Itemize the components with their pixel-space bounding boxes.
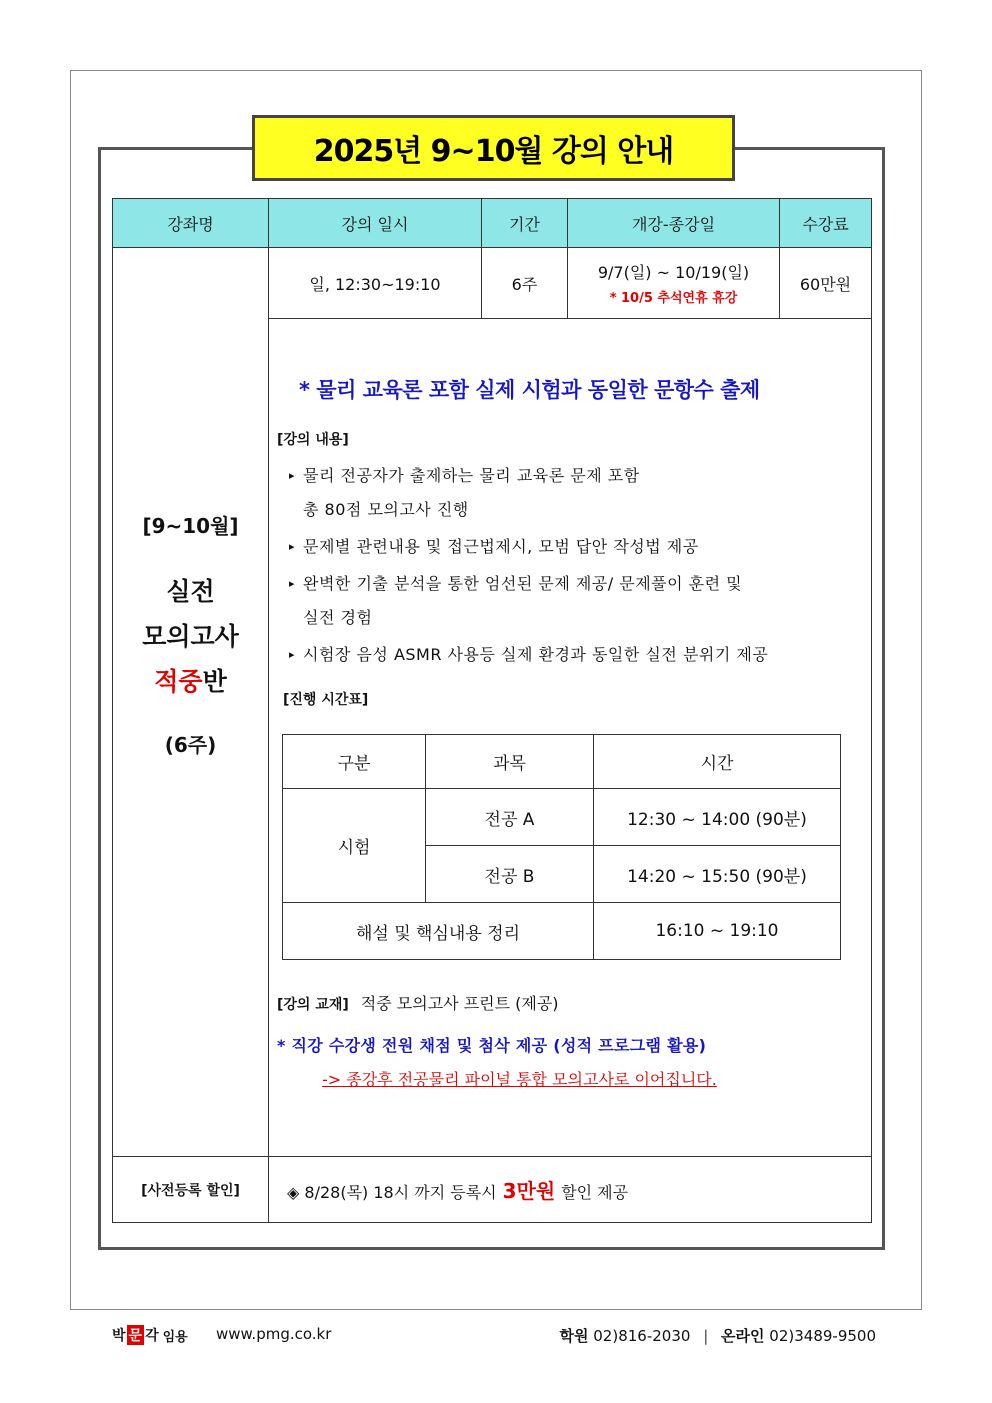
course-label-line3 (113, 659, 268, 704)
academy-label: 학원 (559, 1327, 589, 1345)
content-bullet-list (287, 459, 877, 672)
material-text: 적중 모의고사 프린트 (제공) (360, 994, 559, 1013)
course-table-header (113, 199, 872, 248)
page-title: 2025년 9~10월 강의 안내 (313, 134, 674, 169)
discount-amount: 3만원 (502, 1179, 556, 1203)
schedule-time: 14:20 ~ 15:50 (90분) (594, 846, 841, 903)
course-label-suffix: 반 (202, 667, 227, 696)
header-schedule: 강의 일시 (269, 199, 482, 248)
final-exam-note: -> 종강후 전공물리 파이널 통합 모의고사로 이어집니다. (322, 1070, 717, 1089)
list-item: ▸ 물리 전공자가 출제하는 물리 교육론 문제 포함 총 80점 모의고사 진행 (287, 459, 877, 527)
course-fee: 60만원 (780, 248, 872, 319)
footer-divider: | (703, 1327, 709, 1345)
course-period-note: * 10/5 추석연휴 휴강 (609, 291, 738, 306)
triangle-bullet-icon: ▸ (289, 577, 296, 590)
academy-phone: 02)816-2030 (593, 1327, 691, 1345)
triangle-bullet-icon: ▸ (289, 540, 296, 553)
course-label-line2: 모의고사 (142, 622, 239, 651)
schedule-header-row (283, 735, 841, 789)
online-label: 온라인 (721, 1327, 765, 1345)
footer (0, 1325, 992, 1349)
course-label-line1: 실전 (166, 577, 215, 606)
header-period: 개강-종강일 (568, 199, 780, 248)
schedule-exam-label: 시험 (283, 789, 426, 903)
course-table (112, 198, 872, 1223)
course-info-row (113, 248, 872, 319)
course-content-cell (269, 319, 872, 1157)
course-schedule: 일, 12:30~19:10 (269, 248, 482, 319)
header-duration: 기간 (482, 199, 568, 248)
triangle-bullet-icon: ▸ (289, 648, 296, 661)
course-duration: 6주 (482, 248, 568, 319)
schedule-header-category: 구분 (283, 735, 426, 789)
course-label-red: 적중 (154, 667, 203, 696)
schedule-header-time: 시간 (594, 735, 841, 789)
website-link[interactable]: www.pmg.co.kr (216, 1325, 332, 1343)
discount-row (113, 1157, 872, 1223)
schedule-review-label: 해설 및 핵심내용 정리 (283, 903, 594, 960)
table-row (283, 903, 841, 960)
list-item: ▸ 완벽한 기출 분석을 통한 엄선된 문제 제공/ 문제풀이 훈련 및 실전 경험 (287, 567, 877, 635)
highlight-text: * 물리 교육론 포함 실제 시험과 동일한 문항수 출제 (299, 378, 760, 402)
course-period-cell (568, 248, 780, 319)
material-label: [강의 교재] (277, 997, 349, 1013)
schedule-header-subject: 과목 (426, 735, 594, 789)
triangle-bullet-icon: ▸ (289, 469, 296, 482)
section-content-title: [강의 내용] (277, 432, 349, 448)
table-row (283, 789, 841, 846)
list-item: ▸ 시험장 음성 ASMR 사용등 실제 환경과 동일한 실전 분위기 제공 (287, 638, 877, 672)
course-period: 9/7(일) ~ 10/19(일) (597, 263, 750, 282)
online-phone: 02)3489-9500 (769, 1327, 876, 1345)
schedule-review-time: 16:10 ~ 19:10 (594, 903, 841, 960)
header-fee: 수강료 (780, 199, 872, 248)
schedule-table (282, 734, 841, 960)
discount-label: [사전등록 할인] (113, 1157, 269, 1223)
contact-info (559, 1325, 876, 1346)
course-name-cell (113, 248, 269, 1157)
course-months: [9~10월] (142, 514, 239, 538)
discount-suffix: 할인 제공 (561, 1183, 629, 1202)
section-schedule-title: [진행 시간표] (283, 692, 369, 708)
course-material (277, 991, 559, 1014)
publisher-logo: 박 문 각 임용 (112, 1325, 188, 1345)
schedule-subject: 전공 A (426, 789, 594, 846)
course-weeks: (6주) (164, 733, 217, 757)
schedule-subject: 전공 B (426, 846, 594, 903)
schedule-time: 12:30 ~ 14:00 (90분) (594, 789, 841, 846)
title-banner (252, 115, 735, 181)
discount-text (269, 1157, 872, 1223)
discount-prefix: ◈ 8/28(목) 18시 까지 등록시 (287, 1183, 497, 1202)
grading-note: * 직강 수강생 전원 채점 및 첨삭 제공 (성적 프로그램 활용) (277, 1036, 707, 1055)
header-course-name: 강좌명 (113, 199, 269, 248)
list-item: ▸ 문제별 관련내용 및 접근법제시, 모범 답안 작성법 제공 (287, 530, 877, 564)
